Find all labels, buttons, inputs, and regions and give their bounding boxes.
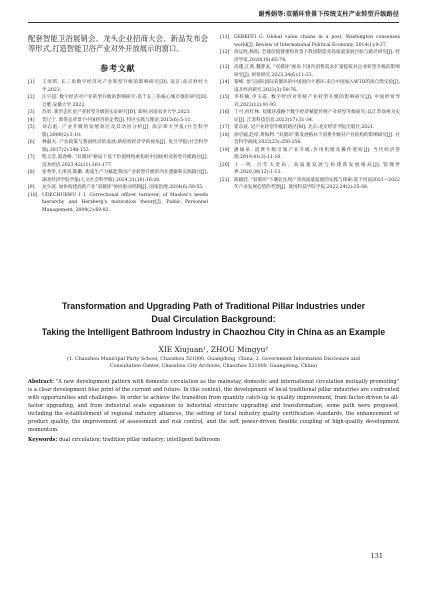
reference-number: [13] [220, 65, 230, 70]
reference-text: 崔东波. 论产业转型升级的路径[M]. 北京:北京经济学院出版社,2021. [234, 125, 375, 130]
reference-item [220, 109, 400, 124]
reference-item [220, 162, 400, 177]
reference-number: [17] [220, 125, 230, 130]
abstract [28, 378, 399, 434]
reference-item [220, 34, 400, 49]
reference-text: 苏勇. 新形态红星产业转型升级的实证研究[D]. 郑州:河南农业大学,2023. [42, 110, 191, 115]
reference-number: [11] [220, 35, 230, 40]
reference-text: 王一鸣. 百年大变局、高质量发展与构建新发展格局[J]. 管理世界,2020,36(12):1-13. [234, 162, 400, 175]
reference-number: [4] [28, 117, 35, 123]
reference-number: [10] [28, 192, 38, 198]
reference-number: [2] [28, 95, 35, 100]
running-header [28, 8, 399, 23]
keywords [28, 436, 399, 444]
reference-number: [7] [28, 155, 35, 160]
keywords-text: dual circulation; tradition pillar industry; intelligent bathroom [57, 437, 220, 443]
reference-text: 李梓楠,申玉霞. 数字经济对传统产业转型升级的影响研究[J]. 中国经贸导刊,2022(12):91-93. [234, 95, 400, 108]
english-abstract-block [28, 300, 399, 444]
reference-text: 刘志彪. 产业升级的发展效应及其动因分析[J]. 南京师大学报(社会科学版),2000(2):3-10. [42, 125, 208, 138]
intro-paragraph: 配套智能卫浴展销会、龙头企业招商大会、新品发布会等形式,打造智能卫浴产业对外开放展示的窗口。 [28, 34, 208, 53]
reference-text: 高瑾,江新,魏梦灵. "双循环"视角下国内消费需求扩量提质对企业转型升级的影响研究[J]. 财贸研究,2023,34(6):11-23. [234, 65, 400, 78]
english-title-line: Dual Circulation Background: [151, 314, 276, 324]
reference-text: 丁可,何红林. 双循环战略下数字经济赋能传统产业转型升级研究:以江苏徐州为实证[J]. 江苏科技信息,2023(17):31-34. [234, 110, 400, 123]
reference-item [220, 64, 400, 79]
reference-number: [6] [28, 140, 35, 145]
page-number: 131 [370, 552, 383, 560]
reference-text: 贺辽宁. 新常态背景下中国经济的走势[J]. 特区实践与理论,2015(6):5-11. [42, 117, 192, 123]
abstract-label: Abstract: [28, 379, 55, 385]
reference-text: 张秀华,王津涛,陈鹏. 新质生产力赋能我国产业转型升级的内在逻辑和实践路径[J]. 湖北经济学院学报(人文社会科学版),2024,21(10):16-20. [42, 170, 208, 183]
reference-item [28, 109, 208, 117]
reference-item [220, 177, 400, 192]
right-column [220, 34, 400, 192]
running-title: 谢秀娟等:双循环背景下传统支柱产业转型升级路径 [258, 11, 399, 18]
references-list-right [220, 34, 400, 192]
reference-item [220, 124, 400, 132]
english-title-line: Transformation and Upgrading Path of Traditional Pillar Industries under [61, 301, 366, 311]
abstract-text: "A new development pattern with domestic circulation as the mainstay, domestic and international circulation mutually promoting" is a clear development blue print of the current and future. In this context, the development of local traditional pillar industries are confronted with opportunities and challenges. In order to achieve the transition from quantity catch-up to quality improvement, from factor-driven to all-factor upgrading, and from industrial scale expansion to industrial structure upgrading and transformation, some path were proposed, including the establishment of regional industry alliances, the setting of local industry quality certification standards, the enhancement of product quality, the improvement of assessment and risk control, and the soft power-driven flexible coupling of high-quality development momentum. [28, 379, 399, 433]
reference-number: [12] [220, 50, 230, 55]
references-heading: 参考文献 [100, 64, 136, 73]
reference-item [28, 124, 208, 139]
reference-text: 龙少波. 加快构建高新产业"双循环"协同驱动机制[J]. 国家治理,2024(6):50-55. [42, 185, 204, 190]
reference-text: 汪宇超. 数字经济对产业转型升级的影响研究:基于长三角核心城市群的研究[D]. 合肥:安徽大学,2022. [42, 95, 208, 108]
left-column [28, 34, 208, 214]
affiliation-line: (1. Chaozhou Municipal Party School, Chaozhou 521000, Guangdong, China; 2. Government Information Disclosure and [67, 357, 360, 362]
reference-item [28, 139, 208, 154]
reference-item [220, 49, 400, 64]
reference-item [28, 79, 208, 94]
reference-text: 陈晓娃. "双循环"下潮北区域产业高质量发展的实践与探索:基于河南2021—2022年产业发展态势的考察[J]. 黄冈科技学院学报,2022,24(2):35-38. [234, 177, 400, 190]
reference-text: 黎峰. 参与国际国际双循环的中国国内大循环:来自中国加入WTO的准自然实验[J]. 南开经济研究,2023(3):58-76. [234, 80, 400, 93]
reference-text: 程玉莹,邵春峰. "双循环"格局下基于价值网络重构的中国纺织业转型升级路径[J]. 技术经济,2023,42(11):161-177. [42, 155, 208, 168]
reference-text: 王瑶琪. 长三角数字经济对产业转型升级的影响研究[D]. 南京:南京财经大学,2023. [42, 80, 208, 93]
reference-item [220, 79, 400, 94]
reference-number: [1] [28, 80, 35, 85]
reference-text: UDECHUKWU I I. Correctional officer turnover, of Maslow's needs hierarchy and Herzberg's motivation theory[J]. Public Personnel Management, 2009(2):69-82. [42, 192, 208, 213]
reference-item [220, 132, 400, 147]
reference-text: 林毅夫. 产业政策与我国经济的发展:新结构经济学的视角[J]. 复旦学报(社会科学版),2017(2):148-153. [42, 140, 208, 153]
reference-item [220, 94, 400, 109]
reference-number: [20] [220, 162, 230, 168]
reference-item [28, 117, 208, 125]
reference-item [220, 147, 400, 162]
reference-number: [8] [28, 170, 35, 175]
reference-number: [9] [28, 185, 35, 190]
reference-item [28, 94, 208, 109]
reference-text: 徐亭颖,赵厚,黄海利. "双循环"新发展格局下消费升级对产业结构的影响研究[J]. 社会科学战线,2022(23):250-254. [234, 132, 400, 145]
reference-number: [14] [220, 80, 230, 85]
reference-number: [5] [28, 125, 35, 130]
reference-number: [15] [220, 95, 230, 100]
reference-number: [21] [220, 177, 230, 183]
reference-number: [3] [28, 110, 35, 115]
authors: XIE Xiujuan¹, ZHOU Mingyu² [158, 345, 269, 354]
affiliation-line: Consultation Center, Chaozhou City Archives, Chaozhou 521000, Guangdong, China) [110, 364, 317, 369]
reference-item [28, 184, 208, 192]
reference-number: [18] [220, 132, 230, 138]
reference-text: 高运胜,杨阳. 全球价值链重构背景下我国制造业高质量发展目标与路径研究[J]. 经济学家,2020(10):65-74. [234, 50, 400, 63]
reference-text: GEREFFI G. Global value chains in a post, Washington consensus world[J]. Review of International Political Economy, 2014(1):9-37. [234, 35, 400, 48]
keywords-label: Keywords: [28, 437, 58, 443]
english-title-line: Taking the Intelligent Bathroom Industry in Chaozhou City in China as an Example [41, 327, 386, 337]
reference-number: [19] [220, 147, 230, 153]
reference-number: [16] [220, 110, 230, 115]
reference-item [28, 154, 208, 169]
references-list-left [28, 79, 208, 214]
reference-text: 潘锡泉. 消费升级引领产业升级:作用机理及操作架构[J]. 当代经济管理,2019,41(3):11-16. [234, 147, 400, 160]
reference-item [28, 192, 208, 215]
reference-item [28, 169, 208, 184]
